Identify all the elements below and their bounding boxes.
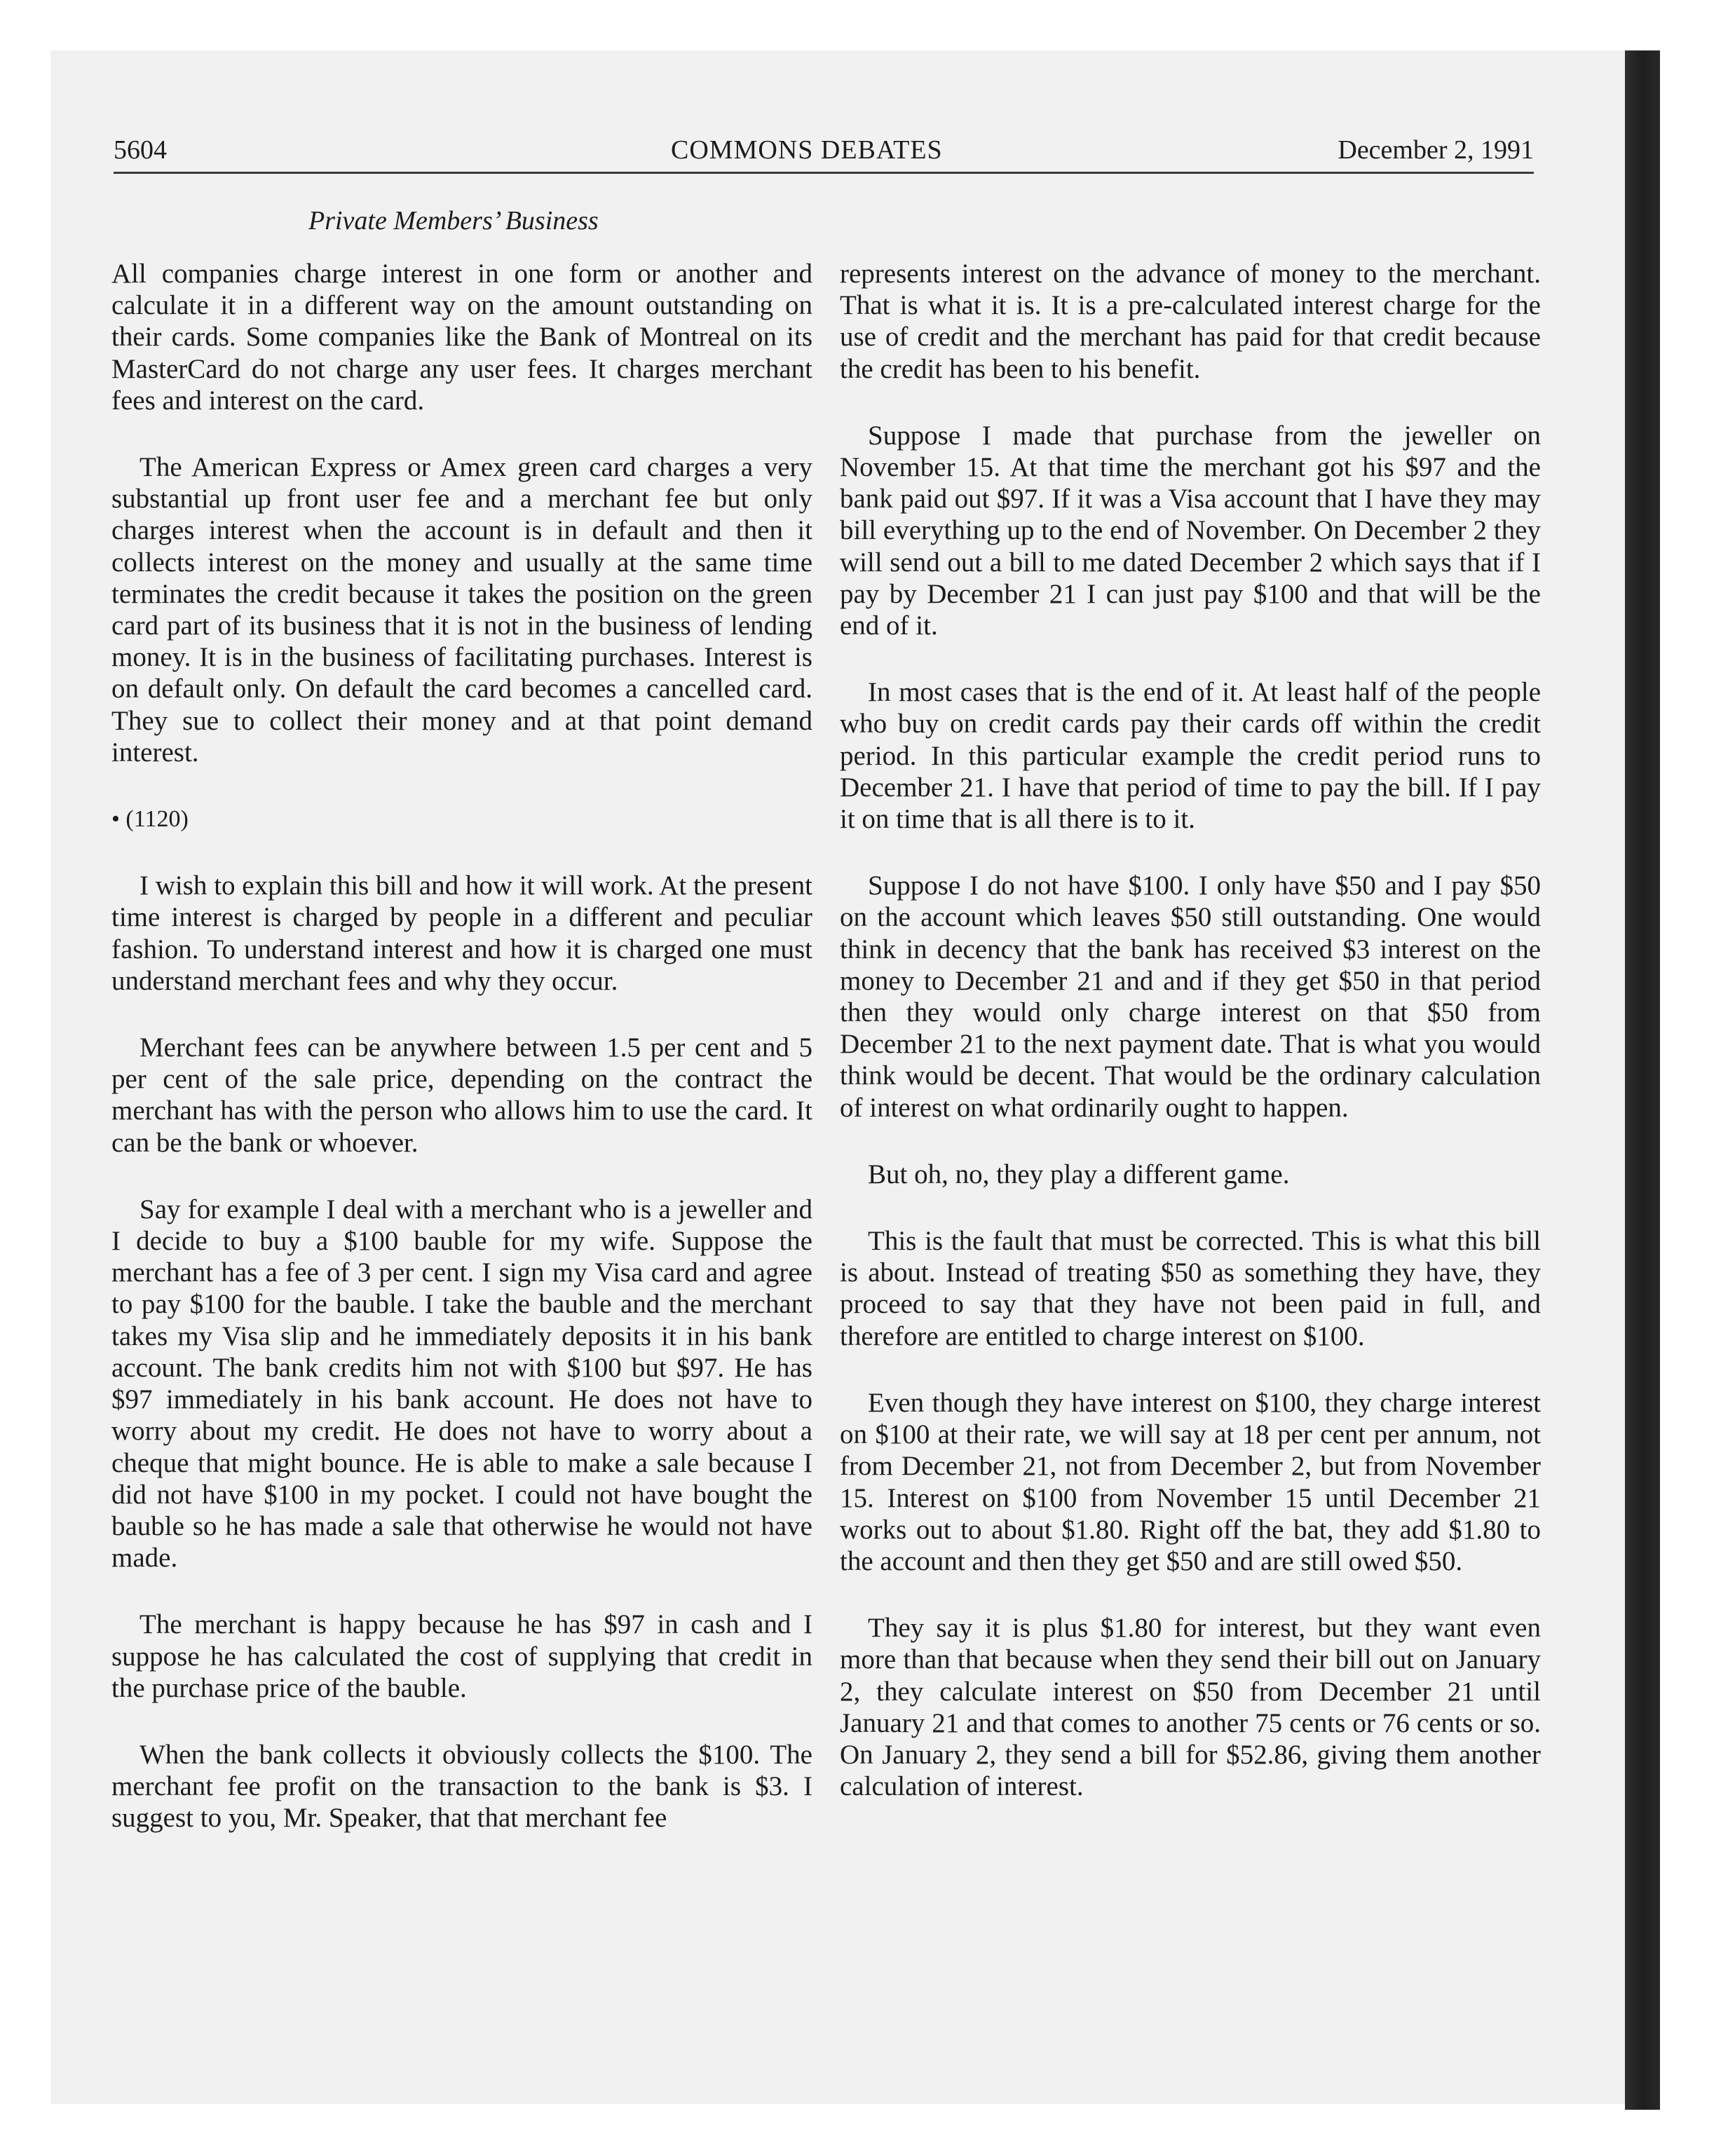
paragraph: All companies charge interest in one form or another and calculate it in a different way on the amount outstanding on their cards. Some companies like the Bank of Montreal on its MasterCard do not charge any user fees. It charges merchant fees and interest on the card. xyxy=(111,259,812,416)
paragraph: Even though they have interest on $100, they charge interest on $100 at their rate, we will say at 18 per cent per annum, not from December 21, not from December 2, but from November 15. Interest on $100 from November 15 until December 21 works out to about $1.80. Right off the bat, they add $1.80 to the account and then they get $50 and are still owed $50. xyxy=(840,1387,1541,1576)
publication-date: December 2, 1991 xyxy=(1338,135,1534,165)
page-number: 5604 xyxy=(114,135,167,165)
paragraph: Suppose I made that purchase from the jeweller on November 15. At that time the merchant got his $97 and the bank paid out $97. If it was a Visa account that I have they may bill everything up to the end of November. On December 2 they will send out a bill to me dated December 2 which says that if I pay by December 21 I can just pay $100 and that will be the end of it. xyxy=(840,420,1541,641)
header-rule xyxy=(114,172,1534,174)
paragraph: I wish to explain this bill and how it will work. At the present time interest is charged by people in a different and peculiar fashion. To understand interest and how it is charged one must understand merchant fees and why they occur. xyxy=(111,871,812,996)
paragraph: represents interest on the advance of money to the merchant. That is what it is. It is a pre-calculated interest charge for the use of credit and the merchant has paid for that credit because the credit has been to his benefit. xyxy=(840,259,1541,384)
paragraph: Merchant fees can be anywhere between 1.5 per cent and 5 per cent of the sale price, depending on the contract the merchant has with the person who allows him to use the card. It can be the bank or whoever. xyxy=(111,1032,812,1158)
paragraph: But oh, no, they play a different game. xyxy=(868,1159,1290,1189)
paragraph: This is the fault that must be corrected. This is what this bill is about. Instead of treating $50 as something they have, they proceed to say that they have not been paid in full, and therefore are entitled to charge interest on $100. xyxy=(840,1226,1541,1351)
publication-title: COMMONS DEBATES xyxy=(671,135,943,165)
section-heading: Private Members’ Business xyxy=(308,206,599,236)
paragraph: In most cases that is the end of it. At least half of the people who buy on credit cards pay their cards off within the credit period. In this particular example the credit period runs to December 21. I have that period of time to pay the bill. If I pay it on time that is all there is to it. xyxy=(840,677,1541,835)
paragraph: The merchant is happy because he has $97 in cash and I suppose he has calculated the cost of supplying that credit in the purchase price of the bauble. xyxy=(111,1609,812,1703)
scan-edge-shadow xyxy=(1625,50,1660,2110)
paragraph: They say it is plus $1.80 for interest, but they want even more than that because when they send their bill out on January 2, they calculate interest on $50 from December 21 until January 21 and that comes to another 75 cents or 76 cents or so. On January 2, they send a bill for $52.86, giving them another calculation of interest. xyxy=(840,1613,1541,1802)
paragraph: Suppose I do not have $100. I only have $50 and I pay $50 on the account which leaves $50 still outstanding. One would think in decency that the bank has received $3 interest on the money to December 21 and and if they get $50 in that period then they would only charge interest on that $50 from December 21 to the next payment date. That is what you would think would be decent. That would be the ordinary calculation of interest on what ordinarily ought to happen. xyxy=(840,871,1541,1123)
paragraph: When the bank collects it obviously collects the $100. The merchant fee profit on the transaction to the bank is $3. I suggest to you, Mr. Speaker, that that merchant fee xyxy=(111,1739,812,1834)
paragraph: Say for example I deal with a merchant who is a jeweller and I decide to buy a $100 bauble for my wife. Suppose the merchant has a fee of 3 per cent. I sign my Visa card and agree to pay $100 for the bauble. I take the bauble and the merchant takes my Visa slip and he immediately deposits it in his bank account. The bank credits him not with $100 but $97. He has $97 immediately in his bank account. He does not have to worry about my credit. He does not have to worry about a cheque that might bounce. He is able to make a sale because I did not have $100 in my pocket. I could not have bought the bauble so he has made a sale that otherwise he would not have made. xyxy=(111,1194,812,1574)
right-column xyxy=(840,258,1541,1837)
left-column xyxy=(111,258,812,1869)
time-marker: • (1120) xyxy=(111,806,189,833)
paragraph: The American Express or Amex green card charges a very substantial up front user fee and a merchant fee but only charges interest when the account is in default and then it collects interest on the money and usually at the same time terminates the credit because it takes the position on the green card part of its business that it is not in the business of lending money. It is in the business of facilitating purchases. Interest is on default only. On default the card becomes a cancelled card. They sue to collect their money and at that point demand interest. xyxy=(111,452,812,767)
